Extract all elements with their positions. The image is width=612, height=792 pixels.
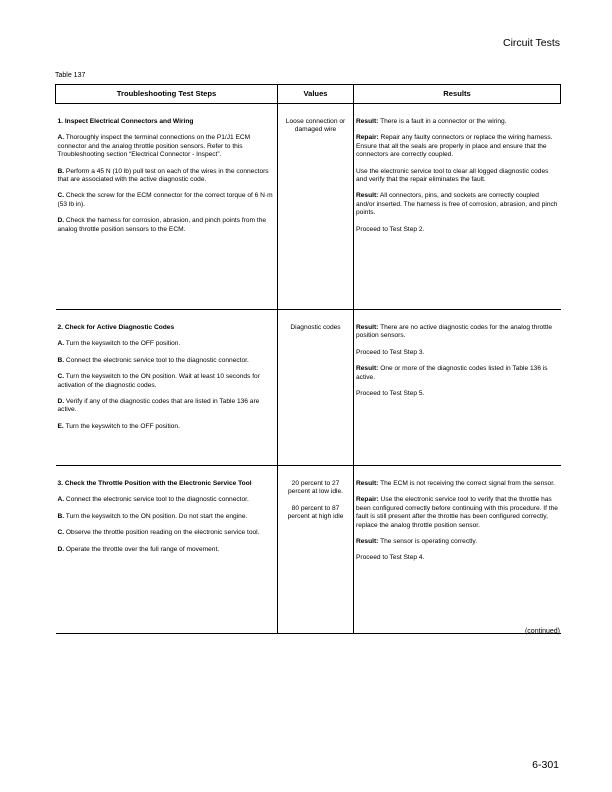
step-letter: C. [57, 192, 65, 200]
step-letter: C. [57, 529, 65, 537]
result-label: Result: [356, 324, 379, 331]
result-paragraph [356, 480, 559, 488]
result-label: Repair: [356, 496, 379, 504]
step-text: Check the harness for corrosion, abrasion, and pinch points from the analog throttle position sensors to the ECM. [57, 217, 267, 233]
result-text: There is a fault in a connector or the wiring. [378, 118, 507, 125]
step-text: Connect the electronic service tool to the diagnostic connector. [64, 356, 249, 364]
step-letter: A. [57, 134, 65, 142]
continued-note: (continued) [524, 628, 560, 635]
result-paragraph [356, 365, 559, 382]
step-letter: E. [57, 422, 64, 430]
value-text: 20 percent to 27 percent at low idle. [288, 480, 343, 496]
step-text: Turn the keyswitch to the OFF position. [64, 340, 181, 348]
result-label: Result: [356, 365, 379, 373]
step-title: 3. Check the Throttle Position with the Electronic Service Tool [57, 480, 252, 487]
result-text: There are no active diagnostic codes for the analog throttle position sensors. [356, 324, 552, 340]
step-instruction [58, 423, 276, 431]
result-text: Use the electronic service tool to verify that the throttle has been configured correctly before continuing with this procedure. If the fault is still present after the throttle has been configured correctly, replace the analog throttle position sensor. [356, 496, 558, 529]
result-text: Use the electronic service tool to clear all logged diagnostic codes and verify that the repair eliminates the fault. [356, 167, 549, 184]
step-text: Thoroughly inspect the terminal connections on the P1/J1 ECM connector and the analog throttle position sensors. Refer to this Troubleshooting section “Electrical Connector - Inspect”. [57, 134, 251, 159]
table-row [56, 104, 561, 310]
result-paragraph [356, 390, 559, 398]
value-text: Diagnostic codes [290, 324, 341, 331]
step-text: Operate the throttle over the full range of movement. [64, 545, 220, 553]
step-text: Observe the throttle position reading on the electronic service tool. [64, 529, 260, 537]
results-cell [354, 104, 561, 310]
value-text: 80 percent to 87 percent at high idle [287, 504, 344, 521]
column-header-values: Values [278, 85, 354, 104]
step-instruction [58, 398, 276, 415]
result-paragraph [356, 554, 559, 562]
step-instruction [58, 357, 276, 365]
step-letter: D. [57, 545, 65, 553]
step-instruction [58, 496, 276, 504]
result-paragraph [356, 349, 559, 357]
result-text: One or more of the diagnostic codes listed in Table 136 is active. [356, 365, 548, 381]
step-instruction [58, 373, 276, 390]
troubleshooting-table [55, 84, 561, 634]
result-paragraph [356, 192, 559, 217]
step-instruction [58, 513, 276, 521]
step-text: Turn the keyswitch to the OFF position. [63, 422, 180, 430]
step-letter: C. [57, 373, 65, 381]
result-text: All connectors, pins, and sockets are correctly coupled and/or inserted. The harness is free of corrosion, abrasion, and pinch points. [356, 192, 558, 217]
result-text: Repair any faulty connectors or replace the wiring harness. Ensure that all the seals are properly in place and ensure that the connectors are correctly coupled. [356, 134, 553, 159]
step-instruction [58, 192, 276, 209]
steps-cell [56, 104, 278, 310]
step-instruction [58, 340, 276, 348]
step-instruction [58, 529, 276, 537]
step-text: Turn the keyswitch to the ON position. Do not start the engine. [64, 512, 248, 520]
table-row [56, 310, 561, 466]
column-header-results: Results [354, 85, 561, 104]
page-section-title: Circuit Tests [503, 37, 560, 49]
steps-cell [56, 310, 278, 466]
result-label: Repair: [356, 134, 379, 142]
result-text: The sensor is operating correctly. [378, 538, 478, 546]
step-letter: B. [57, 512, 65, 520]
steps-cell [56, 466, 278, 634]
result-paragraph [356, 134, 559, 159]
result-paragraph [356, 168, 559, 185]
values-cell [278, 310, 354, 466]
step-letter: D. [57, 398, 65, 406]
step-text: Verify if any of the diagnostic codes that are listed in Table 136 are active. [57, 398, 260, 414]
step-instruction [58, 546, 276, 554]
table-header-row [56, 85, 561, 104]
step-letter: B. [57, 356, 65, 364]
values-cell [278, 104, 354, 310]
result-label: Result: [356, 480, 379, 487]
result-label: Result: [356, 118, 379, 125]
step-letter: A. [57, 340, 65, 348]
results-cell [354, 310, 561, 466]
value-text: Loose connection or damaged wire [285, 118, 346, 134]
column-header-steps: Troubleshooting Test Steps [56, 85, 278, 104]
result-text: Proceed to Test Step 2. [356, 225, 425, 233]
result-paragraph [356, 118, 559, 126]
result-text: Proceed to Test Step 4. [356, 554, 425, 562]
table-row [56, 466, 561, 634]
result-paragraph [356, 226, 559, 234]
step-text: Check the screw for the ECM connector for the correct torque of 6 N·m (53 lb in). [57, 192, 273, 208]
step-letter: B. [57, 167, 65, 175]
result-label: Result: [356, 192, 379, 200]
result-text: Proceed to Test Step 5. [356, 390, 425, 398]
result-paragraph [356, 538, 559, 546]
step-text: Turn the keyswitch to the ON position. Wait at least 10 seconds for activation of the diagnostic codes. [57, 373, 260, 389]
results-cell [354, 466, 561, 634]
values-cell [278, 466, 354, 634]
step-text: Connect the electronic service tool to the diagnostic connector. [64, 496, 249, 504]
step-title: 2. Check for Active Diagnostic Codes [57, 324, 175, 331]
step-letter: D. [57, 217, 65, 225]
step-text: Perform a 45 N (10 lb) pull test on each of the wires in the connectors that are associated with the active diagnostic code. [57, 167, 269, 184]
result-text: The ECM is not receiving the correct signal from the sensor. [378, 480, 555, 487]
step-instruction [58, 217, 276, 234]
result-paragraph [356, 496, 559, 530]
table-caption: Table 137 [55, 72, 86, 79]
step-letter: A. [57, 496, 65, 504]
result-paragraph [356, 324, 559, 341]
result-label: Result: [356, 538, 379, 546]
result-text: Proceed to Test Step 3. [356, 348, 425, 356]
step-title: 1. Inspect Electrical Connectors and Wiring [57, 118, 194, 125]
page-number: 6-301 [532, 759, 559, 771]
step-instruction [58, 134, 276, 159]
step-instruction [58, 168, 276, 185]
